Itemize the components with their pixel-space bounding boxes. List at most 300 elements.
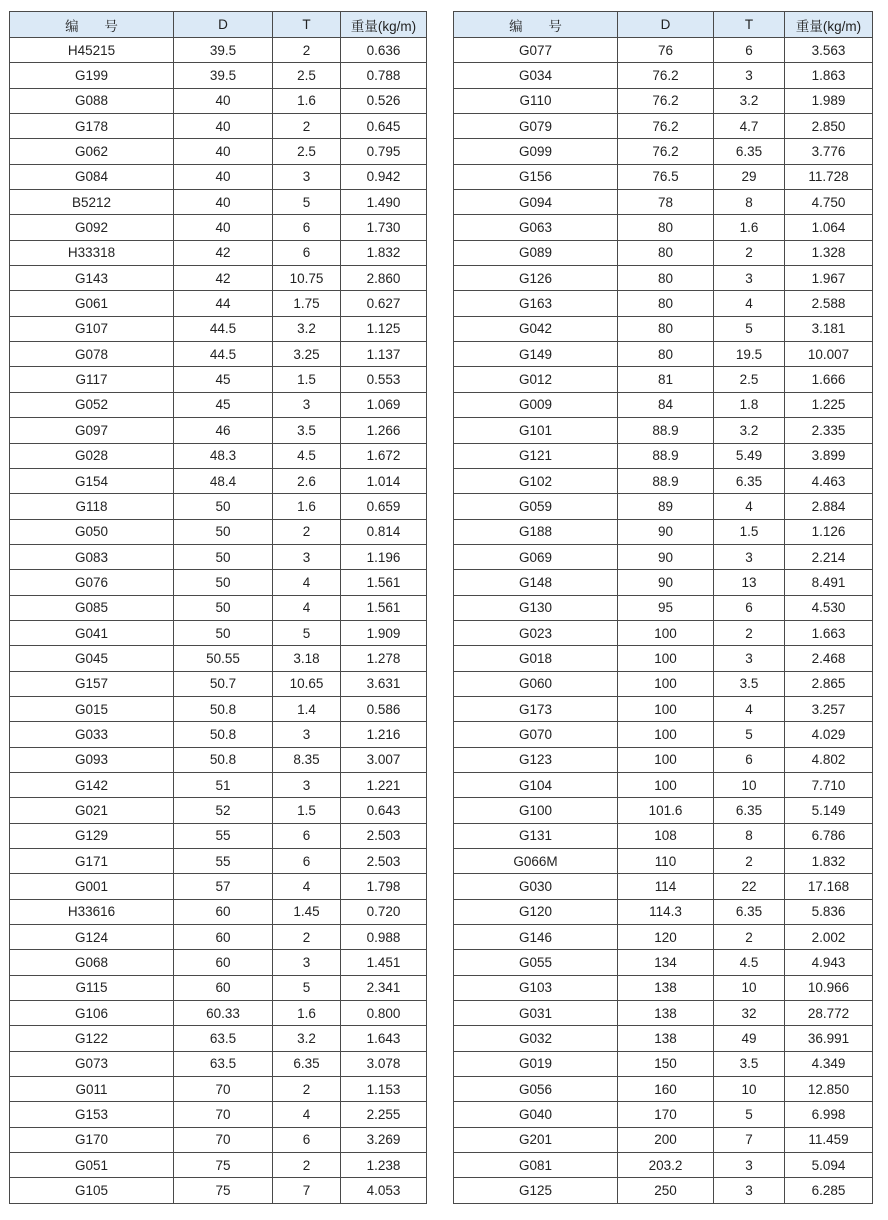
cell-weight: 3.631 (341, 671, 427, 696)
cell-d: 50.8 (174, 722, 273, 747)
table-row (454, 747, 873, 772)
cell-code: G173 (454, 696, 618, 721)
cell-weight: 1.064 (785, 215, 873, 240)
table-row (454, 63, 873, 88)
cell-weight: 3.563 (785, 38, 873, 63)
table-row (454, 342, 873, 367)
cell-t: 5 (714, 722, 785, 747)
cell-d: 78 (618, 190, 714, 215)
cell-code: G093 (10, 747, 174, 772)
cell-weight: 2.588 (785, 291, 873, 316)
cell-weight: 1.666 (785, 367, 873, 392)
cell-t: 4 (714, 696, 785, 721)
cell-d: 44.5 (174, 342, 273, 367)
cell-d: 100 (618, 671, 714, 696)
cell-t: 3 (273, 722, 341, 747)
cell-weight: 1.196 (341, 544, 427, 569)
cell-weight: 1.967 (785, 266, 873, 291)
cell-t: 3 (273, 772, 341, 797)
cell-t: 13 (714, 570, 785, 595)
cell-code: G068 (10, 950, 174, 975)
cell-t: 5 (714, 1102, 785, 1127)
cell-code: G163 (454, 291, 618, 316)
cell-code: G125 (454, 1178, 618, 1203)
cell-weight: 1.451 (341, 950, 427, 975)
cell-d: 50 (174, 595, 273, 620)
cell-code: B5212 (10, 190, 174, 215)
cell-weight: 2.002 (785, 925, 873, 950)
header-code: 编 号 (10, 12, 174, 38)
cell-code: H33318 (10, 240, 174, 265)
cell-t: 6 (273, 240, 341, 265)
cell-d: 138 (618, 975, 714, 1000)
cell-t: 3.2 (714, 418, 785, 443)
cell-d: 150 (618, 1051, 714, 1076)
cell-weight: 2.335 (785, 418, 873, 443)
cell-code: G094 (454, 190, 618, 215)
table-row (10, 38, 427, 63)
cell-t: 2.5 (714, 367, 785, 392)
right-spec-table (453, 11, 873, 1204)
cell-d: 50 (174, 519, 273, 544)
cell-weight: 1.216 (341, 722, 427, 747)
table-row (10, 316, 427, 341)
table-row (454, 215, 873, 240)
cell-t: 3.25 (273, 342, 341, 367)
cell-t: 4 (273, 1102, 341, 1127)
table-row (10, 544, 427, 569)
cell-code: G066M (454, 849, 618, 874)
table-row (454, 367, 873, 392)
cell-d: 39.5 (174, 63, 273, 88)
cell-t: 32 (714, 1001, 785, 1026)
cell-code: G031 (454, 1001, 618, 1026)
table-row (10, 925, 427, 950)
table-row (10, 798, 427, 823)
cell-weight: 1.798 (341, 874, 427, 899)
cell-d: 88.9 (618, 418, 714, 443)
cell-code: G120 (454, 899, 618, 924)
cell-code: G021 (10, 798, 174, 823)
table-row (454, 1026, 873, 1051)
cell-t: 6 (273, 849, 341, 874)
cell-d: 170 (618, 1102, 714, 1127)
cell-t: 1.6 (273, 494, 341, 519)
table-row (10, 1178, 427, 1203)
cell-d: 39.5 (174, 38, 273, 63)
cell-code: G123 (454, 747, 618, 772)
cell-code: G033 (10, 722, 174, 747)
table-row (10, 772, 427, 797)
table-row (454, 38, 873, 63)
cell-t: 6.35 (714, 139, 785, 164)
cell-d: 80 (618, 342, 714, 367)
header-weight: 重量(kg/m) (341, 12, 427, 38)
cell-code: G100 (454, 798, 618, 823)
table-row (454, 1077, 873, 1102)
cell-weight: 1.561 (341, 570, 427, 595)
cell-weight: 0.720 (341, 899, 427, 924)
cell-weight: 4.750 (785, 190, 873, 215)
cell-d: 60 (174, 950, 273, 975)
table-row (454, 620, 873, 645)
cell-t: 4.7 (714, 114, 785, 139)
cell-code: G146 (454, 925, 618, 950)
cell-code: G103 (454, 975, 618, 1000)
table-row (10, 342, 427, 367)
cell-code: G030 (454, 874, 618, 899)
cell-t: 2.5 (273, 139, 341, 164)
table-row (10, 215, 427, 240)
cell-d: 48.3 (174, 443, 273, 468)
cell-weight: 0.814 (341, 519, 427, 544)
cell-code: G102 (454, 468, 618, 493)
cell-t: 3.5 (714, 1051, 785, 1076)
cell-code: G061 (10, 291, 174, 316)
cell-weight: 0.788 (341, 63, 427, 88)
cell-d: 76 (618, 38, 714, 63)
cell-weight: 3.181 (785, 316, 873, 341)
cell-code: G073 (10, 1051, 174, 1076)
table-row (10, 63, 427, 88)
table-row (454, 519, 873, 544)
table-row (454, 1127, 873, 1152)
cell-d: 80 (618, 240, 714, 265)
cell-d: 51 (174, 772, 273, 797)
cell-t: 5 (273, 190, 341, 215)
table-row (454, 671, 873, 696)
cell-code: G042 (454, 316, 618, 341)
cell-code: G084 (10, 164, 174, 189)
cell-t: 2.5 (273, 63, 341, 88)
cell-code: G041 (10, 620, 174, 645)
cell-d: 95 (618, 595, 714, 620)
cell-weight: 0.942 (341, 164, 427, 189)
cell-d: 50.55 (174, 646, 273, 671)
cell-d: 70 (174, 1127, 273, 1152)
cell-weight: 2.214 (785, 544, 873, 569)
cell-t: 4 (714, 291, 785, 316)
table-row (10, 1153, 427, 1178)
table-row (10, 696, 427, 721)
cell-t: 3 (714, 63, 785, 88)
cell-t: 3.2 (273, 1026, 341, 1051)
table-row (454, 139, 873, 164)
cell-code: G149 (454, 342, 618, 367)
cell-code: G153 (10, 1102, 174, 1127)
cell-code: G121 (454, 443, 618, 468)
cell-code: G117 (10, 367, 174, 392)
cell-code: G104 (454, 772, 618, 797)
table-row (10, 114, 427, 139)
cell-code: G107 (10, 316, 174, 341)
cell-t: 19.5 (714, 342, 785, 367)
cell-d: 80 (618, 316, 714, 341)
cell-t: 2 (273, 925, 341, 950)
cell-code: G050 (10, 519, 174, 544)
table-row (454, 266, 873, 291)
cell-weight: 4.029 (785, 722, 873, 747)
cell-weight: 1.221 (341, 772, 427, 797)
cell-t: 1.6 (714, 215, 785, 240)
cell-t: 10 (714, 975, 785, 1000)
cell-code: G131 (454, 823, 618, 848)
table-row (10, 468, 427, 493)
cell-code: G063 (454, 215, 618, 240)
cell-code: G078 (10, 342, 174, 367)
cell-d: 45 (174, 392, 273, 417)
cell-code: G157 (10, 671, 174, 696)
cell-weight: 1.278 (341, 646, 427, 671)
table-row (454, 925, 873, 950)
cell-weight: 1.266 (341, 418, 427, 443)
cell-weight: 2.503 (341, 823, 427, 848)
cell-d: 100 (618, 722, 714, 747)
table-row (454, 544, 873, 569)
cell-weight: 1.126 (785, 519, 873, 544)
cell-t: 1.4 (273, 696, 341, 721)
cell-weight: 0.586 (341, 696, 427, 721)
table-row (454, 392, 873, 417)
cell-t: 3 (273, 392, 341, 417)
cell-d: 40 (174, 164, 273, 189)
cell-d: 88.9 (618, 443, 714, 468)
table-row (10, 823, 427, 848)
table-row (10, 1051, 427, 1076)
cell-t: 5.49 (714, 443, 785, 468)
table-row (10, 950, 427, 975)
cell-t: 8 (714, 823, 785, 848)
cell-code: G154 (10, 468, 174, 493)
table-row (454, 494, 873, 519)
cell-weight: 1.672 (341, 443, 427, 468)
table-row (10, 392, 427, 417)
cell-t: 8 (714, 190, 785, 215)
cell-t: 2.6 (273, 468, 341, 493)
cell-t: 4 (273, 595, 341, 620)
cell-t: 2 (714, 925, 785, 950)
cell-weight: 5.836 (785, 899, 873, 924)
header-row (10, 12, 427, 38)
cell-weight: 1.069 (341, 392, 427, 417)
cell-d: 90 (618, 519, 714, 544)
table-row (454, 88, 873, 113)
table-row (454, 696, 873, 721)
cell-d: 55 (174, 849, 273, 874)
header-d: D (174, 12, 273, 38)
cell-d: 46 (174, 418, 273, 443)
cell-code: G083 (10, 544, 174, 569)
table-row (454, 646, 873, 671)
cell-weight: 36.991 (785, 1026, 873, 1051)
cell-weight: 0.553 (341, 367, 427, 392)
cell-t: 2 (273, 38, 341, 63)
cell-code: G062 (10, 139, 174, 164)
cell-weight: 2.503 (341, 849, 427, 874)
cell-d: 60 (174, 925, 273, 950)
cell-d: 50 (174, 570, 273, 595)
cell-d: 57 (174, 874, 273, 899)
cell-weight: 6.998 (785, 1102, 873, 1127)
cell-weight: 2.255 (341, 1102, 427, 1127)
cell-d: 203.2 (618, 1153, 714, 1178)
cell-t: 7 (714, 1127, 785, 1152)
cell-code: G085 (10, 595, 174, 620)
cell-t: 1.6 (273, 88, 341, 113)
cell-weight: 1.125 (341, 316, 427, 341)
cell-t: 5 (273, 620, 341, 645)
table-row (10, 849, 427, 874)
cell-weight: 7.710 (785, 772, 873, 797)
cell-d: 80 (618, 291, 714, 316)
cell-code: G018 (454, 646, 618, 671)
cell-t: 3 (714, 646, 785, 671)
cell-t: 6 (273, 823, 341, 848)
cell-d: 60 (174, 899, 273, 924)
cell-weight: 1.014 (341, 468, 427, 493)
table-row (454, 1001, 873, 1026)
cell-code: G126 (454, 266, 618, 291)
table-row (10, 747, 427, 772)
cell-d: 250 (618, 1178, 714, 1203)
cell-code: G143 (10, 266, 174, 291)
cell-d: 40 (174, 88, 273, 113)
cell-weight: 10.966 (785, 975, 873, 1000)
cell-code: G130 (454, 595, 618, 620)
cell-t: 4 (714, 494, 785, 519)
cell-d: 50.8 (174, 747, 273, 772)
cell-weight: 10.007 (785, 342, 873, 367)
cell-t: 6.35 (714, 798, 785, 823)
cell-code: G129 (10, 823, 174, 848)
cell-t: 4.5 (273, 443, 341, 468)
table-row (10, 899, 427, 924)
table-row (10, 266, 427, 291)
table-row (454, 468, 873, 493)
cell-t: 29 (714, 164, 785, 189)
cell-code: H45215 (10, 38, 174, 63)
table-row (10, 190, 427, 215)
cell-code: G069 (454, 544, 618, 569)
cell-d: 134 (618, 950, 714, 975)
cell-d: 138 (618, 1026, 714, 1051)
cell-d: 76.2 (618, 139, 714, 164)
cell-d: 50 (174, 494, 273, 519)
cell-t: 3 (273, 544, 341, 569)
table-row (10, 519, 427, 544)
cell-d: 50.7 (174, 671, 273, 696)
table-row (454, 798, 873, 823)
cell-d: 76.2 (618, 114, 714, 139)
cell-t: 6.35 (714, 899, 785, 924)
header-t: T (714, 12, 785, 38)
cell-t: 6 (714, 38, 785, 63)
cell-d: 76.2 (618, 63, 714, 88)
cell-d: 40 (174, 114, 273, 139)
cell-code: G092 (10, 215, 174, 240)
header-weight: 重量(kg/m) (785, 12, 873, 38)
table-row (454, 1178, 873, 1203)
cell-weight: 0.659 (341, 494, 427, 519)
cell-weight: 6.285 (785, 1178, 873, 1203)
cell-t: 3.18 (273, 646, 341, 671)
table-row (454, 1102, 873, 1127)
cell-t: 4.5 (714, 950, 785, 975)
table-row (10, 975, 427, 1000)
table-row (454, 164, 873, 189)
cell-code: G199 (10, 63, 174, 88)
table-row (454, 240, 873, 265)
cell-weight: 3.078 (341, 1051, 427, 1076)
table-row (10, 1026, 427, 1051)
cell-code: G023 (454, 620, 618, 645)
cell-d: 88.9 (618, 468, 714, 493)
cell-d: 101.6 (618, 798, 714, 823)
cell-weight: 1.989 (785, 88, 873, 113)
cell-t: 1.5 (273, 798, 341, 823)
cell-t: 7 (273, 1178, 341, 1203)
table-row (454, 722, 873, 747)
cell-t: 6.35 (714, 468, 785, 493)
cell-t: 3 (714, 544, 785, 569)
cell-d: 63.5 (174, 1051, 273, 1076)
cell-d: 48.4 (174, 468, 273, 493)
cell-weight: 1.561 (341, 595, 427, 620)
cell-code: G081 (454, 1153, 618, 1178)
cell-t: 10.65 (273, 671, 341, 696)
cell-d: 90 (618, 570, 714, 595)
cell-t: 22 (714, 874, 785, 899)
cell-d: 90 (618, 544, 714, 569)
table-row (454, 570, 873, 595)
cell-weight: 4.802 (785, 747, 873, 772)
cell-weight: 1.909 (341, 620, 427, 645)
table-row (454, 772, 873, 797)
cell-t: 10.75 (273, 266, 341, 291)
cell-t: 2 (273, 519, 341, 544)
left-spec-table (9, 11, 427, 1204)
cell-t: 5 (714, 316, 785, 341)
cell-code: G012 (454, 367, 618, 392)
cell-t: 1.8 (714, 392, 785, 417)
cell-d: 40 (174, 139, 273, 164)
table-row (10, 1001, 427, 1026)
cell-code: G015 (10, 696, 174, 721)
cell-code: G051 (10, 1153, 174, 1178)
cell-code: G060 (454, 671, 618, 696)
cell-t: 3 (714, 1153, 785, 1178)
cell-code: G110 (454, 88, 618, 113)
cell-t: 49 (714, 1026, 785, 1051)
cell-code: G171 (10, 849, 174, 874)
cell-weight: 11.728 (785, 164, 873, 189)
cell-code: G019 (454, 1051, 618, 1076)
cell-d: 200 (618, 1127, 714, 1152)
table-row (10, 88, 427, 113)
table-row (10, 139, 427, 164)
cell-t: 8.35 (273, 747, 341, 772)
cell-code: G178 (10, 114, 174, 139)
cell-weight: 2.865 (785, 671, 873, 696)
cell-code: G079 (454, 114, 618, 139)
cell-d: 100 (618, 620, 714, 645)
cell-weight: 0.988 (341, 925, 427, 950)
cell-weight: 17.168 (785, 874, 873, 899)
cell-weight: 4.943 (785, 950, 873, 975)
cell-code: G034 (454, 63, 618, 88)
cell-code: G059 (454, 494, 618, 519)
cell-weight: 3.269 (341, 1127, 427, 1152)
